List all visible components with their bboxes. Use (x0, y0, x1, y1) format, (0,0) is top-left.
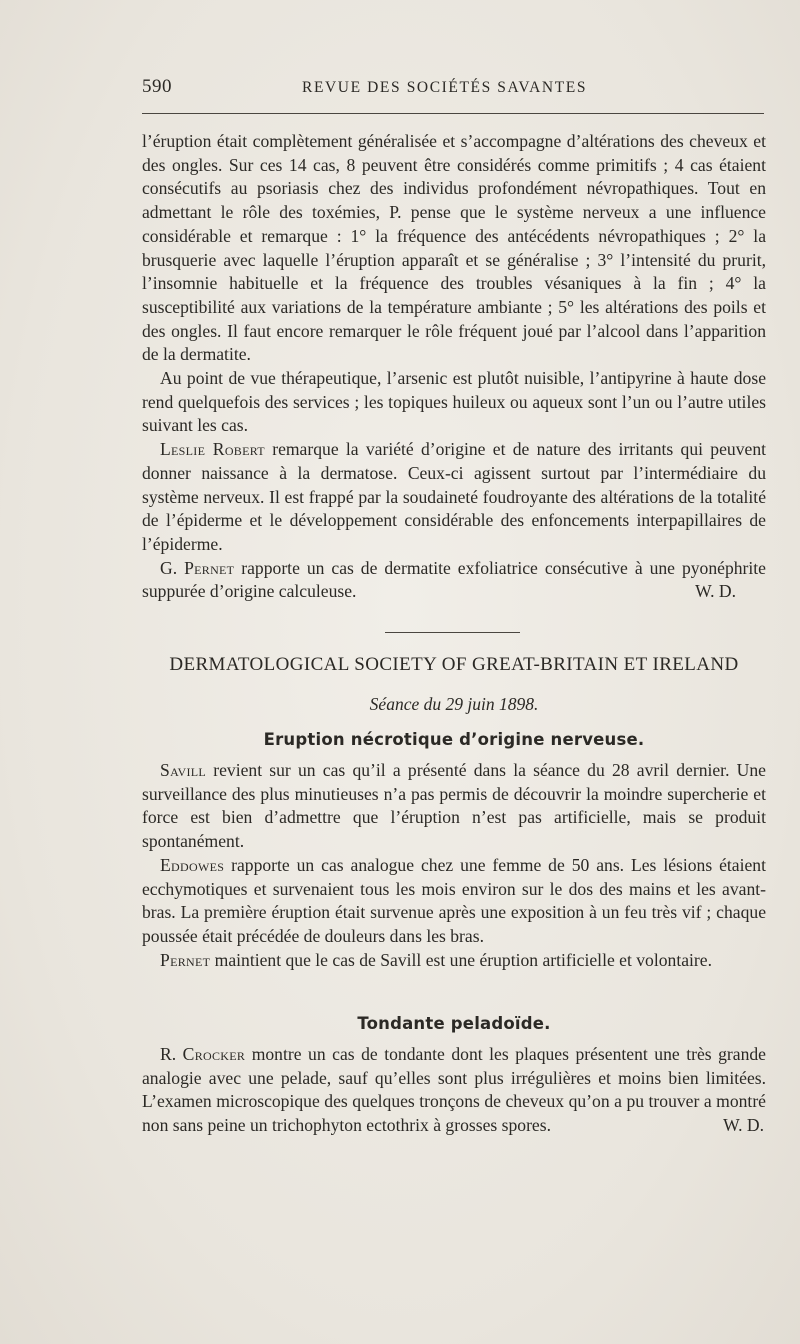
paragraph-eddowes: Eddowes rapporte un cas analogue chez une femme de 50 ans. Les lésions étaient ecchymotiques et survenaient tous les mois environ sur le dos des mains et les avant-bras. La première éruption était survenue après une exposition à un feu très vif ; chaque poussée était précédée de douleurs dans les bras. (142, 854, 766, 946)
paragraph-pernet-savill: Pernet maintient que le cas de Savill est une éruption artificielle et volontaire. (160, 949, 712, 970)
page-number: 590 (142, 76, 172, 97)
paragraph-therapeutics: Au point de vue thérapeutique, l’arsenic est plutôt nuisible, l’antipyrine à haute dose rend quelquefois des services ; les topiques huileux ou aqueux sont l’un ou l’autre utiles suivant les cas. (142, 368, 766, 436)
running-head: REVUE DES SOCIÉTÉS SAVANTES (302, 79, 588, 96)
signature: W. D. (695, 581, 736, 602)
paragraph-savill: Savill revient sur un cas qu’il a présenté dans la séance du 28 avril dernier. Une surveillance des plus minutieuses n’a pas permis de découvrir la moindre supercherie et force est bien d’admettre que l’éruption n’est pas artificielle, mais se produit spontanément. (142, 760, 766, 852)
section-previous-society (142, 130, 766, 604)
author-name: Crocker (182, 1044, 246, 1064)
subheading-tondante: Tondante peladoïde. (357, 1014, 551, 1033)
author-name: Savill (160, 760, 207, 780)
paragraph-continuation: l’éruption était complètement généralisée et s’accompagne d’altérations des cheveux et des ongles. Sur ces 14 cas, 8 peuvent être considérés comme primitifs ; 4 cas étaient consécutifs au psoriasis chez des individus profondément névropathiques. Tout en admettant le rôle des toxémies, P. pense que le système nerveux a une influence considérable et remarque : 1° la fréquence des antécédents névropathiques ; 2° la brusquerie avec laquelle l’éruption apparaît et se généralise ; 3° l’intensité du prurit, l’insomnie habituelle et la fréquence des troubles vésaniques à la fin ; 4° la susceptibilité aux variations de la température ambiante ; 5° les altérations des poils et des ongles. Il faut encore remarquer le rôle fréquent joué par l’alcool dans l’apparition de la dermatite. (142, 131, 766, 365)
session-date: Séance du 29 juin 1898. (369, 694, 539, 714)
author-name: Eddowes (160, 854, 225, 875)
society-title: DERMATOLOGICAL SOCIETY OF GREAT-BRITAIN ET IRELAND (169, 654, 739, 675)
section-divider (385, 632, 520, 633)
section-tondante (142, 1043, 766, 1138)
section-eruption (142, 759, 766, 972)
header-rule (142, 113, 764, 114)
paragraph-pernet: G. Pernet rapporte un cas de dermatite exfoliatrice consécutive à une pyonéphrite suppurée d’origine calculeuse. W. D. (142, 557, 766, 604)
author-name: Pernet (160, 949, 211, 970)
paragraph-crocker: R. Crocker montre un cas de tondante dont les plaques présentent une très grande analogie avec une pelade, sauf qu’elles sont plus irrégulières et moins bien limitées. L’examen microscopique des quelques tronçons de cheveux qu’on a pu trouver a montré non sans peine un trichophyton ectothrix à grosses spores. W. D. (142, 1043, 766, 1138)
author-name: Leslie Robert (160, 439, 265, 460)
page-header (142, 76, 764, 106)
signature: W. D. (723, 1115, 764, 1136)
author-name: Pernet (184, 557, 235, 578)
paragraph-leslie-robert: Leslie Robert remarque la variété d’origine et de nature des irritants qui peuvent donner naissance à la dermatose. Ceux-ci agissent surtout par l’intermédiaire du système nerveux. Il est frappé par la soudaineté foudroyante des altérations de la totalité de l’épiderme et le développement considérable des enfoncements interpapillaires de l’épiderme. (142, 439, 766, 554)
subheading-eruption: Eruption nécrotique d’origine nerveuse. (263, 730, 645, 749)
